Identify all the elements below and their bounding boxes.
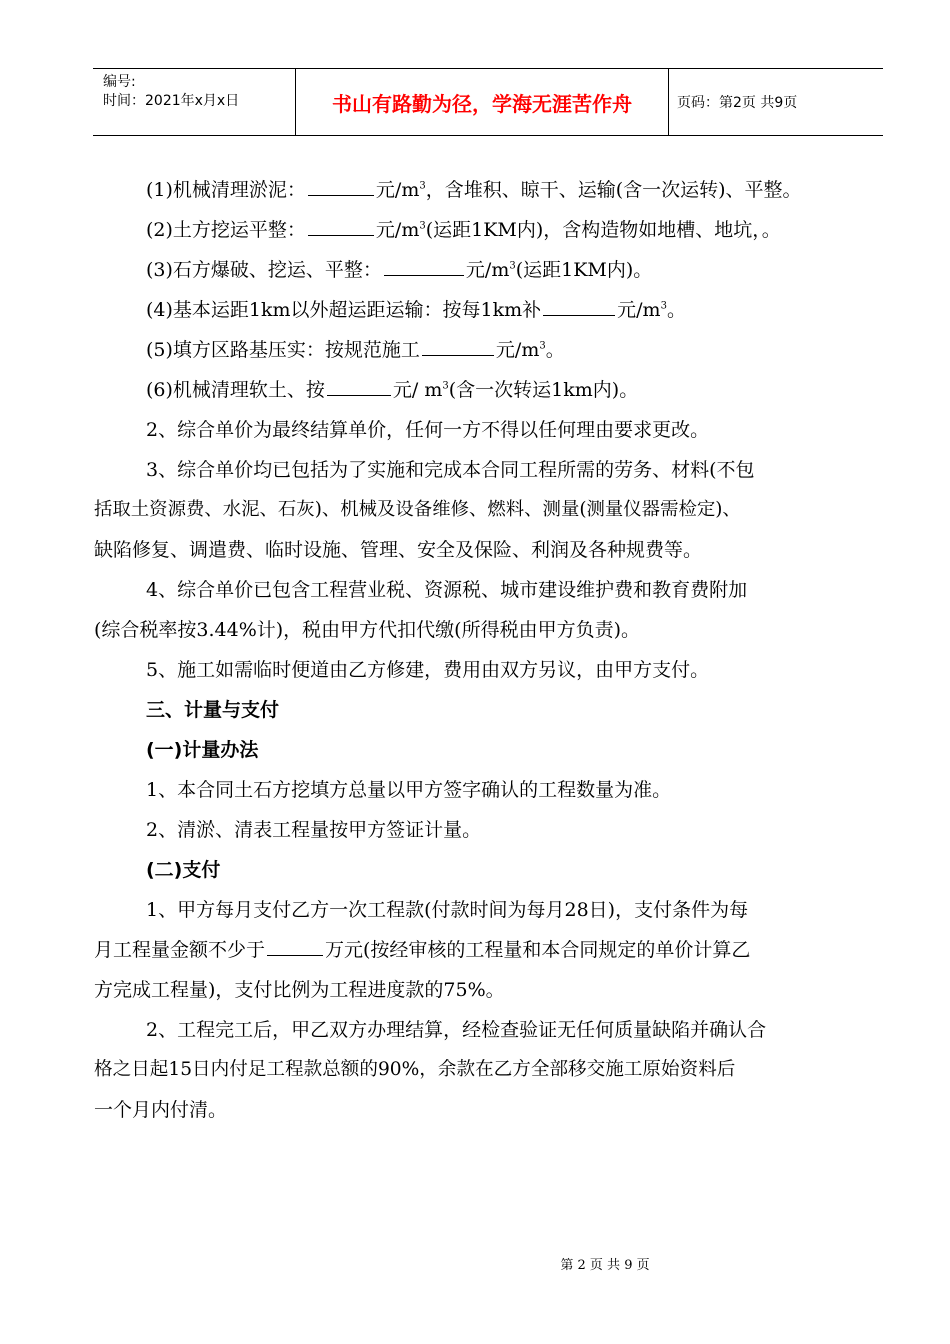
document-time-label: 时间：2021年x月x日	[103, 93, 240, 109]
payment-item-1-line-1: 1、甲方每月支付乙方一次工程款(付款时间为每月28日)，支付条件为每	[146, 899, 749, 921]
fill-blank	[308, 215, 374, 236]
paragraph-3-line-1: 3、综合单价均已包括为了实施和完成本合同工程所需的劳务、材料(不包	[146, 459, 755, 481]
header-page-number: 页码：第2页 共9页	[677, 95, 798, 111]
paragraph-5: 5、施工如需临时便道由乙方修建，费用由双方另议，由甲方支付。	[146, 659, 710, 681]
document-number-label: 编号:	[103, 74, 136, 90]
paragraph-4-line-2: (综合税率按3.44%计)，税由甲方代扣代缴(所得税由甲方负责)。	[94, 619, 641, 641]
payment-item-2-line-1: 2、工程完工后，甲乙双方办理结算，经检查验证无任何质量缺陷并确认合	[146, 1019, 767, 1041]
fill-blank	[327, 375, 391, 396]
page-footer: 第 2 页 共 9 页	[560, 1258, 650, 1273]
fill-blank	[267, 935, 323, 956]
subsection-heading-measurement: (一)计量办法	[146, 739, 259, 761]
item-2: (2)土方挖运平整： 元$/m^3$(运距1KM内)，含构造物如地槽、地坑，。	[146, 210, 882, 250]
fill-blank	[422, 335, 494, 356]
paragraph-4-line-1: 4、综合单价已包含工程营业税、资源税、城市建设维护费和教育费附加	[146, 579, 748, 601]
item-3: (3)石方爆破、挖运、平整： 元$/m^3$(运距1KM内)。	[146, 250, 882, 290]
payment-item-1-line-2: 月工程量金额不少于 万元(按经审核的工程量和本合同规定的单价计算乙	[94, 930, 882, 970]
paragraph-2: 2、综合单价为最终结算单价，任何一方不得以任何理由要求更改。	[146, 419, 710, 441]
section-heading-3: 三、计量与支付	[146, 699, 280, 721]
measurement-item-1: 1、本合同土石方挖填方总量以甲方签字确认的工程数量为准。	[146, 779, 672, 801]
header-motto: 书山有路勤为径，学海无涯苦作舟	[295, 69, 669, 135]
fill-blank	[384, 255, 464, 276]
header-meta	[93, 69, 295, 135]
fill-blank	[308, 175, 374, 196]
payment-item-2-line-3: 一个月内付清。	[94, 1099, 228, 1121]
paragraph-3-line-3: 缺陷修复、调遣费、临时设施、管理、安全及保险、利润及各种规费等。	[94, 539, 703, 561]
item-6: (6)机械清理软土、按 元/ $m^3$(含一次转运1km内)。	[146, 370, 882, 410]
measurement-item-2: 2、清淤、清表工程量按甲方签证计量。	[146, 819, 482, 841]
fill-blank	[543, 295, 615, 316]
payment-item-2-line-2: 格之日起15日内付足工程款总额的90%，余款在乙方全部移交施工原始资料后	[94, 1059, 736, 1080]
document-body	[94, 170, 882, 1130]
subsection-heading-payment: (二)支付	[146, 859, 221, 881]
item-1: (1)机械清理淤泥： 元$/m^3$，含堆积、晾干、运输(含一次运转)、平整。	[146, 170, 882, 210]
item-5: (5)填方区路基压实：按规范施工 元$/m^3$。	[146, 330, 882, 370]
paragraph-3-line-2: 括取土资源费、水泥、石灰)、机械及设备维修、燃料、测量(测量仪器需检定)、	[94, 499, 741, 520]
page-header	[93, 68, 883, 136]
item-4: (4)基本运距1km以外超运距运输：按每1km补 元$/m^3$。	[146, 290, 882, 330]
payment-item-1-line-3: 方完成工程量)，支付比例为工程进度款的75%。	[94, 979, 505, 1001]
